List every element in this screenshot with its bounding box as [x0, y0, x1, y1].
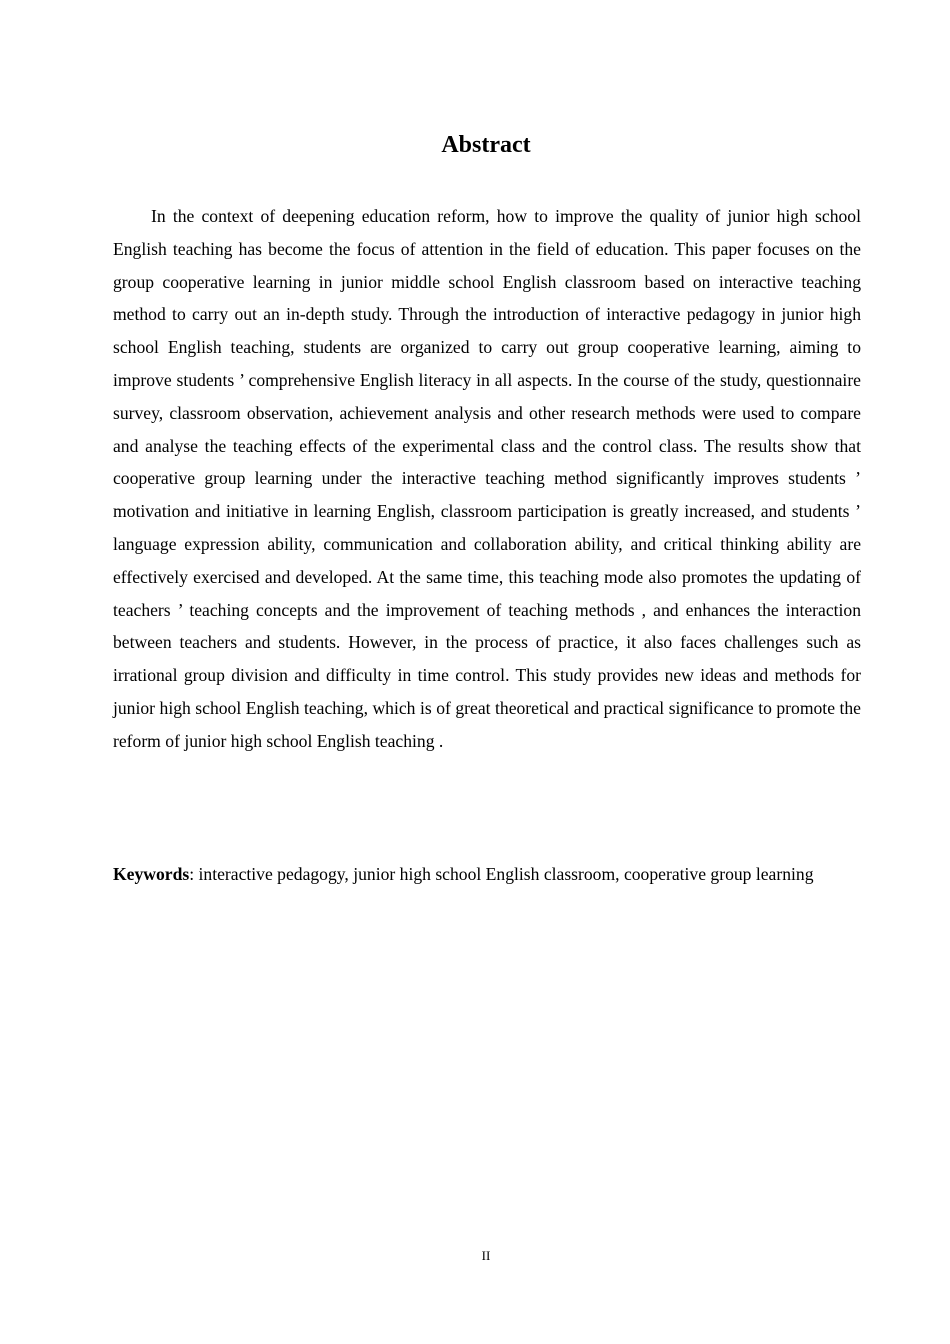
keywords-text: interactive pedagogy, junior high school English classroom, cooperative group learning — [198, 864, 814, 884]
page-number: II — [481, 1248, 491, 1263]
keywords-separator: : — [189, 864, 199, 884]
keywords-label: Keywords — [113, 864, 190, 884]
keywords-paragraph — [113, 859, 859, 890]
abstract-body: In the context of deepening education reform, how to improve the quality of junior high school English teaching has become the focus of attention in the field of education. This paper focuses on the group cooperative learning in junior middle school English classroom based on interactive teaching method to carry out an in-depth study. Through the introduction of interactive pedagogy in junior high school English teaching, students are organized to carry out group cooperative learning, aiming to improve students ’ comprehensive English literacy in all aspects. In the course of the study, questionnaire survey, classroom observation, achievement analysis and other research methods were used to compare and analyse the teaching effects of the experimental class and the control class. The results show that cooperative group learning under the interactive teaching method significantly improves students ’ motivation and initiative in learning English, classroom participation is greatly increased, and students ’ language expression ability, communication and collaboration ability, and critical thinking ability are effectively exercised and developed. At the same time, this teaching mode also promotes the updating of teachers ’ teaching concepts and the improvement of teaching methods , and enhances the interaction between teachers and students. However, in the process of practice, it also faces challenges such as irrational group division and difficulty in time control. This study provides new ideas and methods for junior high school English teaching, which is of great theoretical and practical significance to promote the reform of junior high school English teaching . — [113, 206, 861, 751]
abstract-title: Abstract — [441, 132, 531, 158]
